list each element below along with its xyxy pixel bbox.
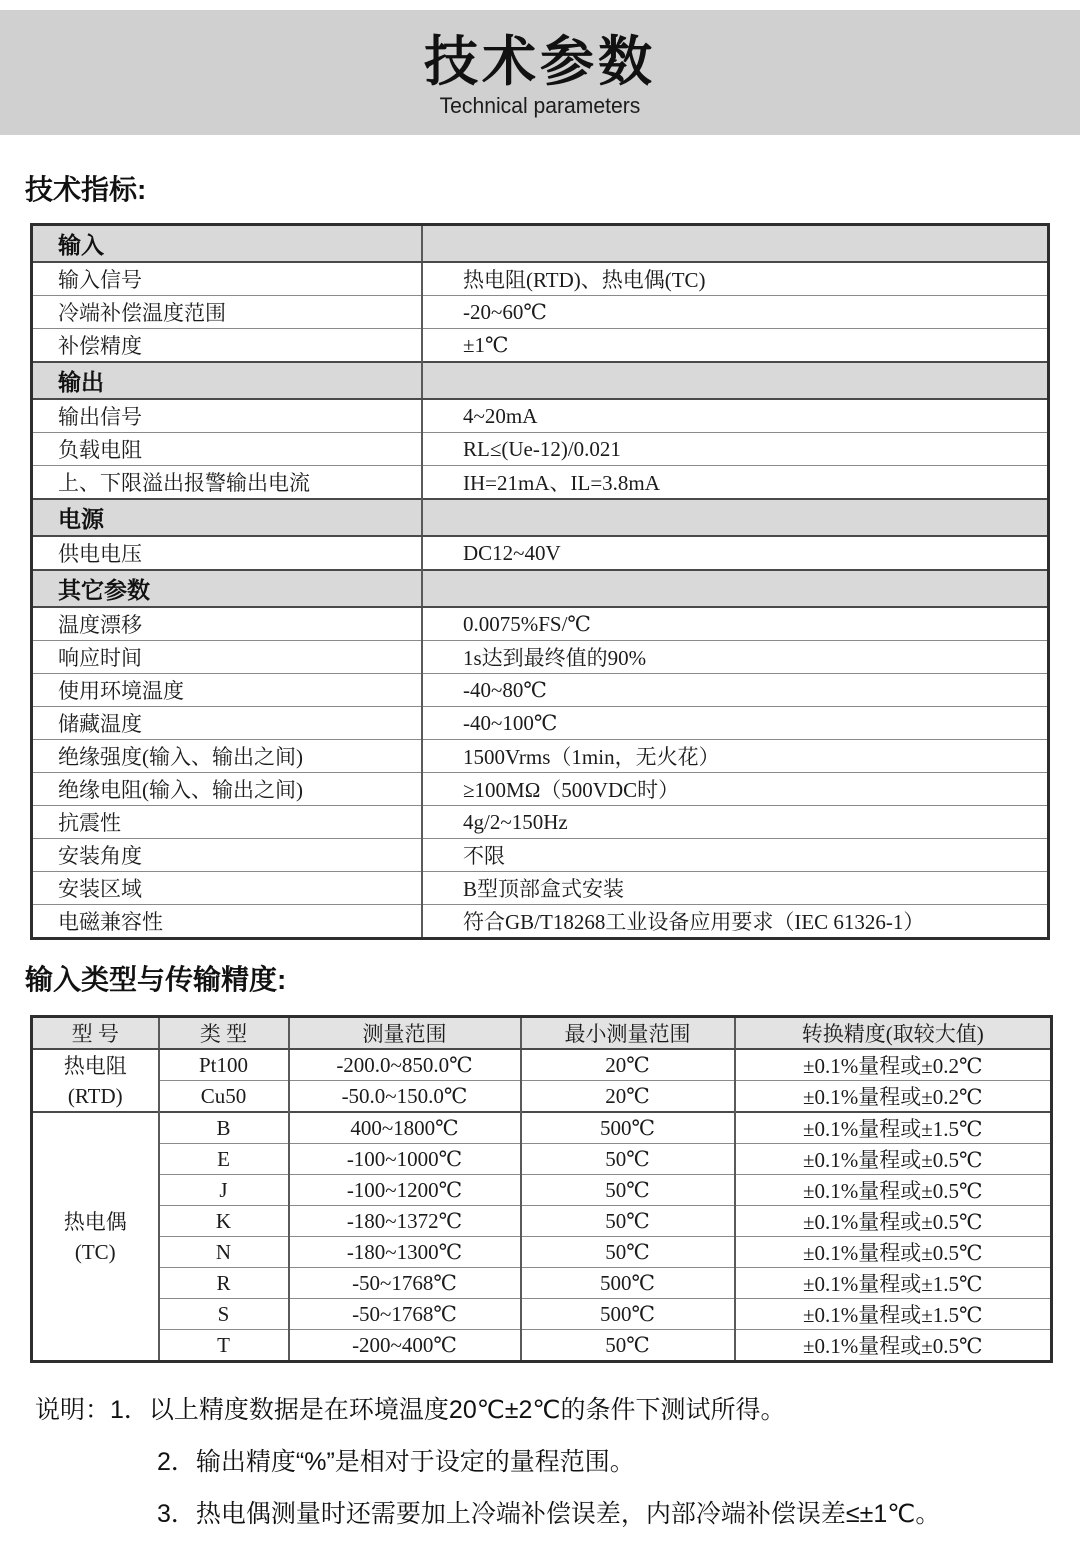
spec-label: 储藏温度 (32, 707, 423, 740)
range-cell: -180~1300℃ (289, 1237, 521, 1268)
accuracy-cell: ±0.1%量程或±0.5℃ (735, 1144, 1052, 1175)
accuracy-row (32, 1237, 1052, 1268)
min-range-cell: 500℃ (521, 1112, 735, 1144)
spec-label: 响应时间 (32, 641, 423, 674)
spec-row (32, 329, 1049, 363)
spec-value: B型顶部盒式安装 (422, 872, 1049, 905)
spec-section-row (32, 499, 1049, 536)
page-subtitle: Technical parameters (439, 93, 641, 118)
range-cell: -200.0~850.0℃ (289, 1049, 521, 1081)
type-cell: T (159, 1330, 289, 1362)
model-name: 热电阻 (63, 1053, 127, 1078)
accuracy-row (32, 1049, 1052, 1081)
type-cell: Cu50 (159, 1081, 289, 1113)
accuracy-cell: ±0.1%量程或±0.5℃ (735, 1330, 1052, 1362)
spec-row (32, 296, 1049, 329)
accuracy-row (32, 1081, 1052, 1113)
range-cell: 400~1800℃ (289, 1112, 521, 1144)
note-line-2: 2．输出精度“%”是相对于设定的量程范围。 (157, 1448, 635, 1476)
accuracy-table (30, 1015, 1053, 1363)
spec-value: ≥100MΩ（500VDC时） (422, 773, 1049, 806)
model-name: 热电偶 (63, 1209, 127, 1234)
spec-label: 绝缘电阻(输入、输出之间) (32, 773, 423, 806)
accuracy-cell: ±0.1%量程或±1.5℃ (735, 1299, 1052, 1330)
min-range-cell: 50℃ (521, 1175, 735, 1206)
min-range-cell: 500℃ (521, 1268, 735, 1299)
type-cell: R (159, 1268, 289, 1299)
spec-label: 输出信号 (32, 399, 423, 433)
spec-section-empty-cell (422, 499, 1049, 536)
spec-value: 热电阻(RTD)、热电偶(TC) (422, 262, 1049, 296)
type-cell: N (159, 1237, 289, 1268)
spec-label: 上、下限溢出报警输出电流 (32, 466, 423, 500)
notes-block (35, 1384, 1055, 1540)
type-cell: S (159, 1299, 289, 1330)
spec-value: 符合GB/T18268工业设备应用要求（IEC 61326-1） (422, 905, 1049, 939)
type-cell: K (159, 1206, 289, 1237)
accuracy-header-accuracy: 转换精度(取较大值) (735, 1017, 1052, 1050)
spec-value: -40~100℃ (422, 707, 1049, 740)
accuracy-cell: ±0.1%量程或±1.5℃ (735, 1112, 1052, 1144)
section-heading-input-types: 输入类型与传输精度: (25, 964, 287, 995)
spec-value: 4g/2~150Hz (422, 806, 1049, 839)
note-text: 1．以上精度数据是在环境温度20℃±2℃的条件下测试所得。 (110, 1396, 786, 1424)
spec-value: 1500Vrms（1min，无火花） (422, 740, 1049, 773)
page-title: 技术参数 (424, 32, 656, 92)
spec-label: 电磁兼容性 (32, 905, 423, 939)
spec-section-label: 输出 (32, 362, 423, 399)
model-abbr: (TC) (74, 1239, 116, 1264)
accuracy-row (32, 1330, 1052, 1362)
min-range-cell: 50℃ (521, 1144, 735, 1175)
accuracy-header-type: 类 型 (159, 1017, 289, 1050)
accuracy-header-model: 型 号 (32, 1017, 159, 1050)
spec-section-empty-cell (422, 570, 1049, 607)
range-cell: -50~1768℃ (289, 1299, 521, 1330)
spec-row (32, 905, 1049, 939)
spec-label: 安装区域 (32, 872, 423, 905)
spec-section-row (32, 570, 1049, 607)
spec-row (32, 433, 1049, 466)
spec-value: DC12~40V (422, 536, 1049, 570)
accuracy-header-range: 测量范围 (289, 1017, 521, 1050)
spec-label: 负载电阻 (32, 433, 423, 466)
min-range-cell: 50℃ (521, 1206, 735, 1237)
spec-section-label: 其它参数 (32, 570, 423, 607)
spec-value: 4~20mA (422, 399, 1049, 433)
spec-value: IH=21mA、IL=3.8mA (422, 466, 1049, 500)
spec-section-row (32, 225, 1049, 263)
min-range-cell: 20℃ (521, 1049, 735, 1081)
accuracy-cell: ±0.1%量程或±0.2℃ (735, 1081, 1052, 1113)
spec-table (30, 223, 1050, 940)
spec-label: 输入信号 (32, 262, 423, 296)
model-cell-rtd (32, 1049, 159, 1112)
range-cell: -180~1372℃ (289, 1206, 521, 1237)
spec-value: 1s达到最终值的90% (422, 641, 1049, 674)
min-range-cell: 50℃ (521, 1330, 735, 1362)
spec-value: RL≤(Ue-12)/0.021 (422, 433, 1049, 466)
spec-section-empty-cell (422, 225, 1049, 263)
spec-label: 补偿精度 (32, 329, 423, 363)
spec-row (32, 839, 1049, 872)
min-range-cell: 20℃ (521, 1081, 735, 1113)
spec-row (32, 399, 1049, 433)
type-cell: J (159, 1175, 289, 1206)
notes-label: 说明： (35, 1396, 111, 1424)
spec-row (32, 466, 1049, 500)
spec-section-label: 电源 (32, 499, 423, 536)
note-line-3: 3．热电偶测量时还需要加上冷端补偿误差，内部冷端补偿误差≤±1℃。 (157, 1500, 941, 1528)
range-cell: -200~400℃ (289, 1330, 521, 1362)
accuracy-cell: ±0.1%量程或±0.2℃ (735, 1049, 1052, 1081)
model-abbr: (RTD) (67, 1083, 123, 1108)
accuracy-cell: ±0.1%量程或±1.5℃ (735, 1268, 1052, 1299)
spec-label: 抗震性 (32, 806, 423, 839)
accuracy-cell: ±0.1%量程或±0.5℃ (735, 1175, 1052, 1206)
spec-label: 供电电压 (32, 536, 423, 570)
range-cell: -100~1000℃ (289, 1144, 521, 1175)
accuracy-header-row (32, 1017, 1052, 1050)
spec-row (32, 773, 1049, 806)
spec-label: 冷端补偿温度范围 (32, 296, 423, 329)
spec-row (32, 536, 1049, 570)
model-cell-tc (32, 1112, 159, 1362)
accuracy-header-min-range: 最小测量范围 (521, 1017, 735, 1050)
accuracy-row (32, 1144, 1052, 1175)
spec-section-label: 输入 (32, 225, 423, 263)
spec-section-row (32, 362, 1049, 399)
spec-section-empty-cell (422, 362, 1049, 399)
spec-label: 使用环境温度 (32, 674, 423, 707)
header-band (0, 10, 1080, 135)
spec-label: 绝缘强度(输入、输出之间) (32, 740, 423, 773)
accuracy-row (32, 1268, 1052, 1299)
range-cell: -50~1768℃ (289, 1268, 521, 1299)
spec-row (32, 872, 1049, 905)
spec-value: ±1℃ (422, 329, 1049, 363)
accuracy-row (32, 1175, 1052, 1206)
section-heading-tech-indicators: 技术指标: (25, 174, 147, 205)
spec-row (32, 740, 1049, 773)
accuracy-cell: ±0.1%量程或±0.5℃ (735, 1237, 1052, 1268)
range-cell: -100~1200℃ (289, 1175, 521, 1206)
type-cell: E (159, 1144, 289, 1175)
spec-row (32, 674, 1049, 707)
range-cell: -50.0~150.0℃ (289, 1081, 521, 1113)
spec-row (32, 806, 1049, 839)
accuracy-cell: ±0.1%量程或±0.5℃ (735, 1206, 1052, 1237)
spec-row (32, 262, 1049, 296)
spec-label: 温度漂移 (32, 607, 423, 641)
spec-value: 不限 (422, 839, 1049, 872)
type-cell: B (159, 1112, 289, 1144)
accuracy-row (32, 1112, 1052, 1144)
accuracy-row (32, 1206, 1052, 1237)
note-line-1 (35, 1384, 1055, 1436)
spec-value: 0.0075%FS/℃ (422, 607, 1049, 641)
spec-row (32, 707, 1049, 740)
min-range-cell: 50℃ (521, 1237, 735, 1268)
type-cell: Pt100 (159, 1049, 289, 1081)
min-range-cell: 500℃ (521, 1299, 735, 1330)
spec-row (32, 607, 1049, 641)
spec-value: -40~80℃ (422, 674, 1049, 707)
spec-row (32, 641, 1049, 674)
spec-value: -20~60℃ (422, 296, 1049, 329)
accuracy-row (32, 1299, 1052, 1330)
spec-label: 安装角度 (32, 839, 423, 872)
